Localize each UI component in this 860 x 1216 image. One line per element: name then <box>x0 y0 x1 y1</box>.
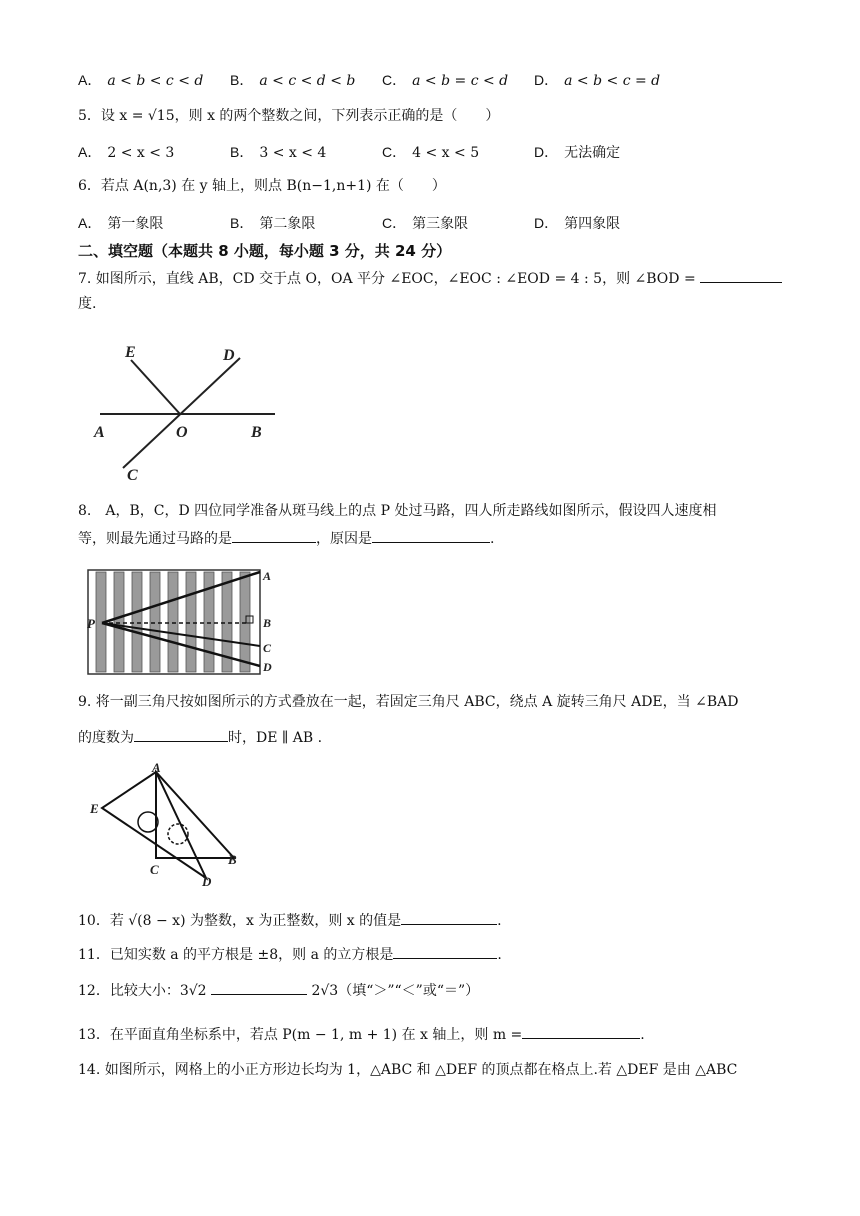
q8-text-b: ，原因是 <box>316 531 372 547</box>
q12-stem: 12．比较大小：3√2 <box>78 983 207 999</box>
q9-label-b: B <box>228 852 237 867</box>
q6-option-b: B． 第二象限 <box>230 215 316 232</box>
q5-option-d: D． 无法确定 <box>534 144 621 161</box>
q7-label-b: B <box>251 424 262 441</box>
q4-option-b: B． a < c < d < b <box>230 72 356 89</box>
q9-label-a: A <box>152 760 161 775</box>
q6-options <box>78 213 778 233</box>
q8-label-d: D <box>263 660 272 674</box>
q11-stem: 11．已知实数 a 的平方根是 ±8，则 a 的立方根是 <box>78 947 394 963</box>
q9-line1: 9. 将一副三角尺按如图所示的方式叠放在一起，若固定三角尺 ABC，绕点 A 旋转三角尺 ADE，当 ∠BAD <box>78 694 739 710</box>
q7-label-a: A <box>94 424 105 441</box>
q7-ray-oe <box>131 360 180 414</box>
q8-label-c: C <box>263 641 272 655</box>
q4-option-a: A． a < b < c < d <box>78 72 204 89</box>
q11-answer-blank <box>393 944 497 959</box>
q7-label-c: C <box>127 467 138 484</box>
q9-label-c: C <box>150 862 159 877</box>
q8-label-p: P <box>87 616 95 631</box>
q4-option-c: C． a < b = c < d <box>382 72 509 89</box>
q7-label-d: D <box>223 347 235 364</box>
q10-line <box>78 910 502 931</box>
q12-answer-blank <box>211 980 307 995</box>
q8-label-a: A <box>263 569 272 583</box>
q13-end: . <box>640 1027 645 1043</box>
q7-figure <box>85 340 295 490</box>
q7-line1 <box>78 268 782 289</box>
q10-answer-blank <box>401 910 497 925</box>
q7-line2: 度. <box>78 296 97 312</box>
q8-label-b: B <box>263 616 272 630</box>
q8-line1: 8. A，B，C，D 四位同学准备从斑马线上的点 P 处过马路，四人所走路线如图所示，假设四人速度相 <box>78 503 717 519</box>
q8-stripe <box>150 572 160 672</box>
q7-answer-blank <box>700 268 782 283</box>
q11-line <box>78 944 502 965</box>
q13-answer-blank <box>522 1024 640 1039</box>
q8-answer-blank-2 <box>372 528 490 543</box>
q12-line <box>78 980 479 1001</box>
q14-line: 14. 如图所示，网格上的小正方形边长均为 1，△ABC 和 △DEF 的顶点都在格点上.若 △DEF 是由 △ABC <box>78 1062 738 1078</box>
q4-option-d: D． a < b < c = d <box>534 72 661 89</box>
q13-stem: 13．在平面直角坐标系中，若点 P(m − 1, m + 1) 在 x 轴上，则 m = <box>78 1027 523 1043</box>
q8-stripe <box>132 572 142 672</box>
q5-option-a: A． 2 < x < 3 <box>78 144 175 161</box>
q7-stem: 7. 如图所示，直线 AB，CD 交于点 O，OA 平分 ∠EOC，∠EOC : ∠EOD = 4 : 5，则 ∠BOD = <box>78 271 696 287</box>
q5-option-b: B． 3 < x < 4 <box>230 144 327 161</box>
q8-stripe <box>168 572 178 672</box>
q9-text-a: 的度数为 <box>78 730 134 746</box>
q4-options <box>78 70 778 90</box>
q8-stripe <box>240 572 250 672</box>
q8-answer-blank-1 <box>232 528 316 543</box>
q6-stem: 6．若点 A(n,3) 在 y 轴上，则点 B(n−1,n+1) 在（ ） <box>78 178 446 194</box>
section-fill-in-header: 二、填空题（本题共 8 小题，每小题 3 分，共 24 分） <box>78 242 452 260</box>
q12-end: 2√3（填“＞”“＜”或“＝”） <box>311 983 480 999</box>
q8-text-c: . <box>490 531 495 547</box>
q9-triangle-abc <box>156 772 234 858</box>
q9-line2 <box>78 727 322 748</box>
q9-text-b: 时，DE ∥ AB . <box>228 730 323 746</box>
q9-label-d: D <box>202 874 212 889</box>
q6-option-c: C． 第三象限 <box>382 215 469 232</box>
q13-line <box>78 1024 645 1045</box>
q9-answer-blank <box>134 727 228 742</box>
q7-label-e: E <box>125 344 136 361</box>
q11-end: . <box>497 947 502 963</box>
q6-option-d: D． 第四象限 <box>534 215 621 232</box>
q5-option-c: C． 4 < x < 5 <box>382 144 480 161</box>
q9-figure <box>84 760 254 890</box>
q6-option-a: A． 第一象限 <box>78 215 164 232</box>
q10-end: . <box>497 913 502 929</box>
q5-stem: 5．设 x = √15，则 x 的两个整数之间，下列表示正确的是（ ） <box>78 108 500 124</box>
q8-figure <box>84 568 284 678</box>
q8-line2 <box>78 528 494 549</box>
q8-text-a: 等，则最先通过马路的是 <box>78 531 232 547</box>
q8-stripe <box>114 572 124 672</box>
q9-label-e: E <box>90 801 99 816</box>
q5-options <box>78 142 778 162</box>
q8-stripe <box>186 572 196 672</box>
q7-label-o: O <box>176 424 188 441</box>
q10-stem: 10．若 √(8 − x) 为整数，x 为正整数，则 x 的值是 <box>78 913 402 929</box>
